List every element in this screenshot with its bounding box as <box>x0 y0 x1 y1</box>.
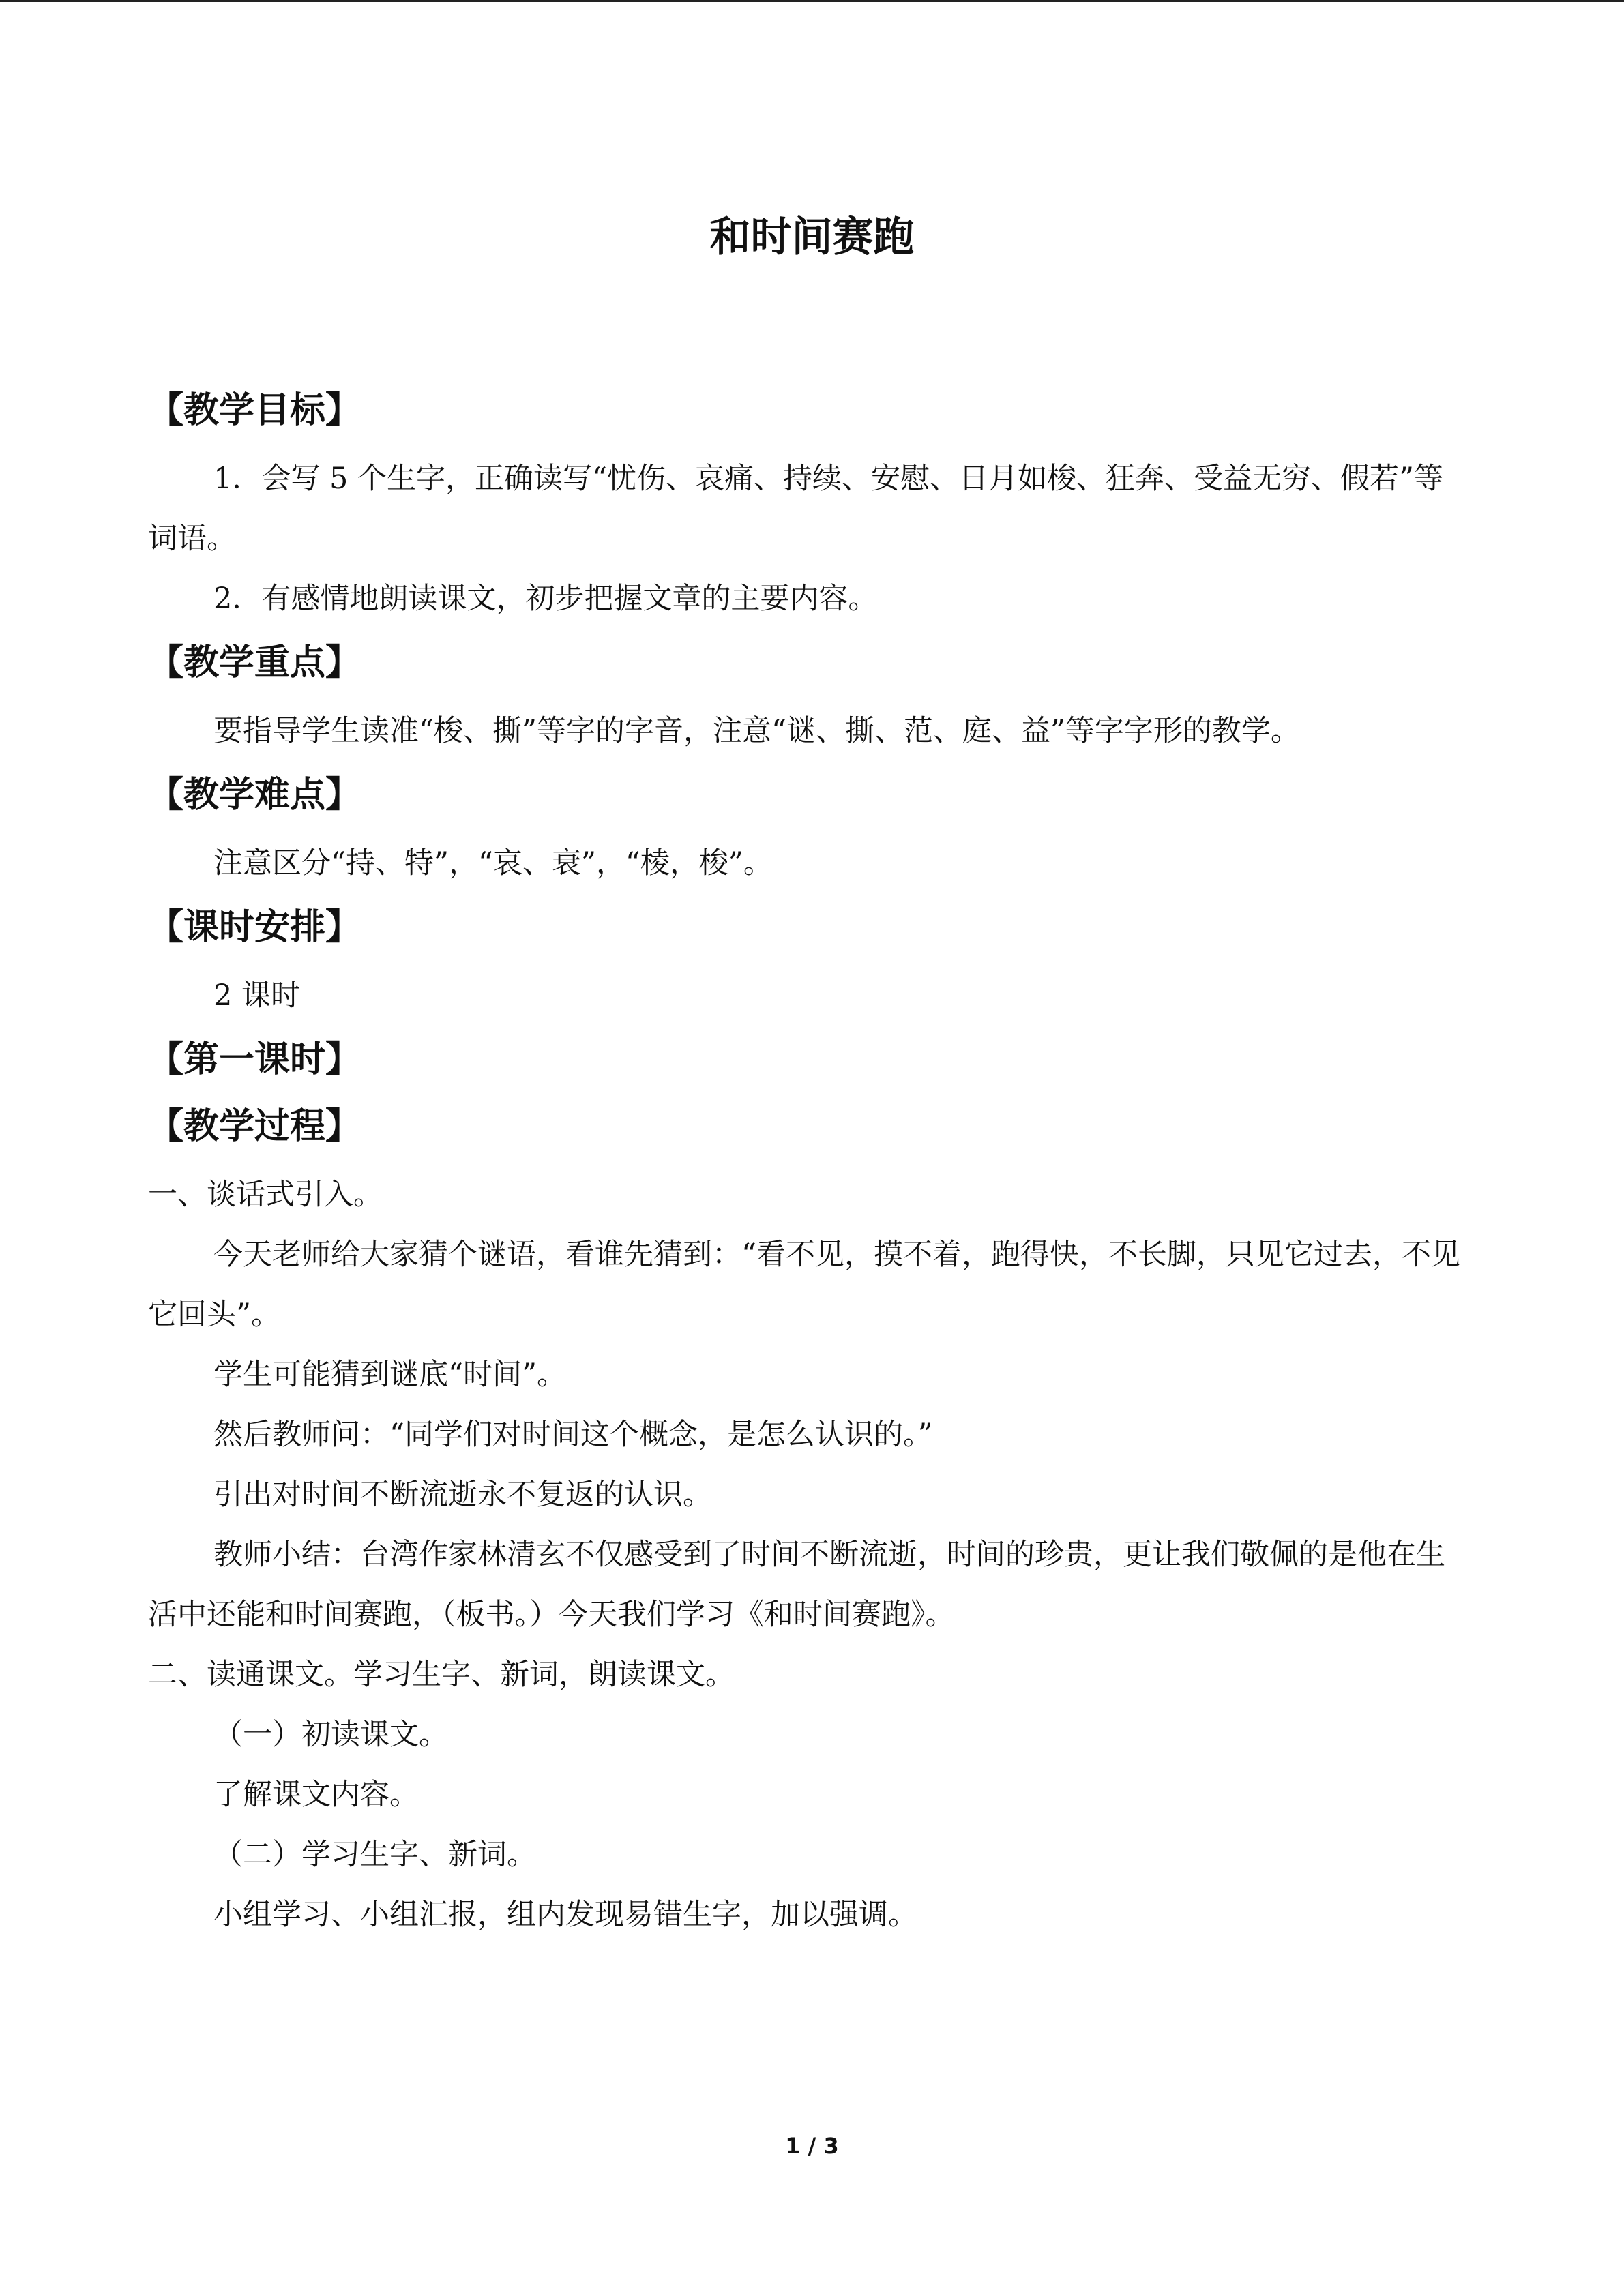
difficulties-paragraph: 注意区分“持、特”，“哀、衰”，“棱，梭”。 <box>213 846 773 880</box>
goal-paragraph-2: 2．有感情地朗读课文，初步把握文章的主要内容。 <box>213 582 878 616</box>
goal-paragraph-1: 1．会写 5 个生字，正确读写“忧伤、哀痛、持续、安慰、日月如梭、狂奔、受益无穷、假若”等词语。 <box>148 462 1444 556</box>
page-number: 1 / 3 <box>785 2133 839 2159</box>
heading-key-points: 【教学重点】 <box>148 642 361 683</box>
process-step-1-title: 一、谈话式引入。 <box>148 1178 383 1212</box>
process-paragraph: 了解课文内容。 <box>213 1778 419 1812</box>
process-step-2-title: 二、读通课文。学习生字、新词，朗读课文。 <box>148 1658 735 1692</box>
heading-schedule: 【课时安排】 <box>148 907 361 948</box>
document-body <box>148 382 1464 1945</box>
schedule-paragraph: 2 课时 <box>213 979 301 1013</box>
process-paragraph: 引出对时间不断流逝永不复返的认识。 <box>213 1478 712 1512</box>
heading-difficulties: 【教学难点】 <box>148 775 361 816</box>
key-points-paragraph: 要指导学生读准“梭、撕”等字的字音，注意“谜、撕、范、庭、益”等字字形的教学。 <box>213 714 1300 748</box>
process-subheading: （一）初读课文。 <box>213 1718 448 1752</box>
process-subheading: （二）学习生字、新词。 <box>213 1838 536 1872</box>
heading-teaching-process: 【教学过程】 <box>148 1106 361 1147</box>
process-paragraph: 然后教师问：“同学们对时间这个概念，是怎么认识的。” <box>213 1418 933 1452</box>
heading-teaching-goals: 【教学目标】 <box>148 390 361 431</box>
heading-first-lesson: 【第一课时】 <box>148 1039 361 1080</box>
process-paragraph: 小组学习、小组汇报，组内发现易错生字，加以强调。 <box>213 1898 917 1932</box>
document-title: 和时间赛跑 <box>709 213 915 261</box>
process-paragraph: 教师小结：台湾作家林清玄不仅感受到了时间不断流逝，时间的珍贵，更让我们敬佩的是他在生活中还能和时间赛跑，（板书。）今天我们学习《和时间赛跑》。 <box>148 1538 1445 1632</box>
process-paragraph: 学生可能猜到谜底“时间”。 <box>213 1358 566 1392</box>
process-paragraph: 今天老师给大家猜个谜语，看谁先猜到：“看不见，摸不着，跑得快，不长脚，只见它过去，不见它回头”。 <box>148 1238 1460 1332</box>
